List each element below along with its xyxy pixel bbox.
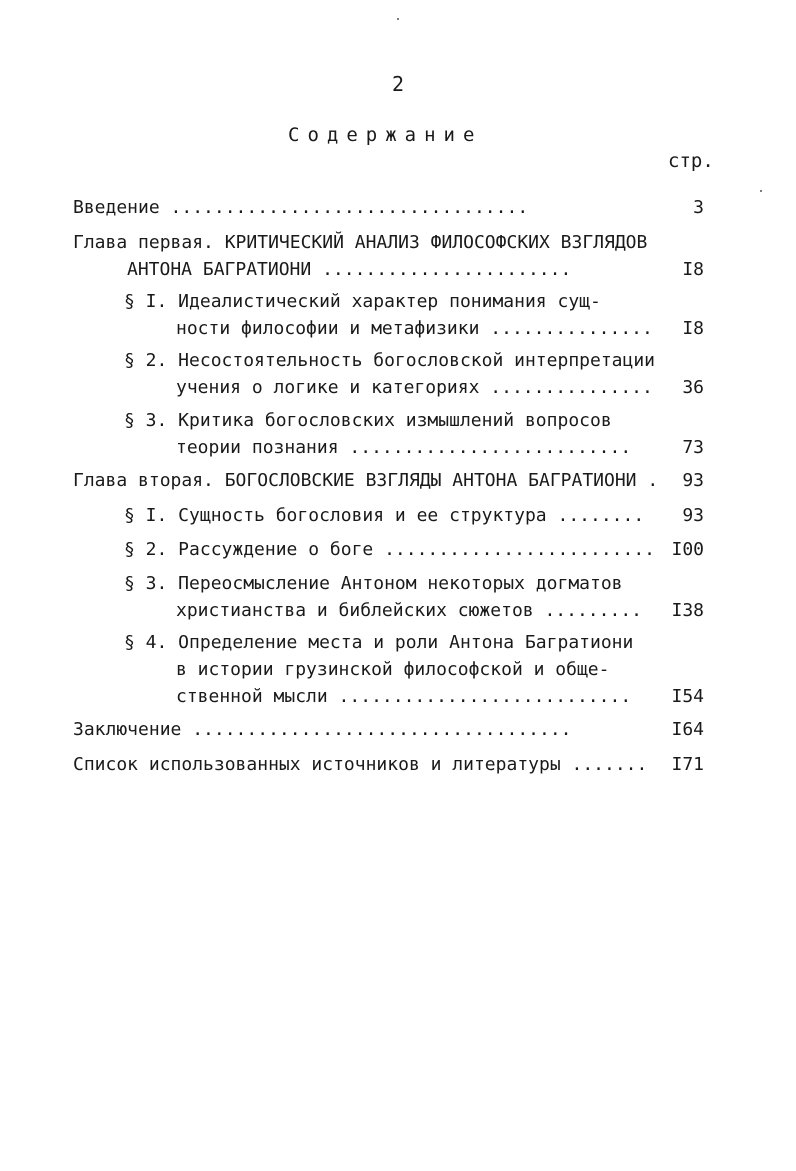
toc-entry-page: I71 xyxy=(671,754,704,775)
page-column-label: стр. xyxy=(668,150,714,172)
toc-entry-text: Заключение ................................... xyxy=(73,719,572,740)
toc-entry-text: Список использованных источников и литературы ....... xyxy=(73,754,648,775)
toc-entry-page: 36 xyxy=(682,377,704,398)
toc-entry-text: Глава первая. КРИТИЧЕСКИЙ АНАЛИЗ ФИЛОСОФСКИХ ВЗГЛЯДОВ xyxy=(73,232,648,253)
toc-entry-text: АНТОНА БАГРАТИОНИ ....................... xyxy=(127,259,572,280)
toc-entry-page: I64 xyxy=(671,719,704,740)
toc-entry-text: § I. Идеалистический характер понимания сущ- xyxy=(124,291,601,312)
toc-entry-text: в истории грузинской философской и обще- xyxy=(176,659,610,680)
toc-entry-text: ственной мысли ........................... xyxy=(176,686,632,707)
toc-entry-page: I54 xyxy=(671,686,704,707)
toc-entry-text: ности философии и метафизики ............... xyxy=(176,318,653,339)
toc-entry-page: I38 xyxy=(671,600,704,621)
page-title: Содержание xyxy=(288,124,483,146)
toc-entry-page: I8 xyxy=(682,318,704,339)
toc-entry-text: Глава вторая. БОГОСЛОВСКИЕ ВЗГЛЯДЫ АНТОНА БАГРАТИОНИ . xyxy=(73,470,659,491)
toc-entry-page: I00 xyxy=(671,539,704,560)
toc-entry-text: § 3. Переосмысление Антоном некоторых догматов xyxy=(124,573,623,594)
toc-entry-page: 73 xyxy=(682,437,704,458)
toc-entry-text: § 2. Несостоятельность богословской интерпретации xyxy=(124,350,656,371)
toc-entry-text: § 3. Критика богословских измышлений вопросов xyxy=(124,410,612,431)
toc-entry-text: христианства и библейских сюжетов ......... xyxy=(176,600,642,621)
toc-entry-page: 93 xyxy=(682,470,704,491)
page-number: 2 xyxy=(391,72,405,96)
toc-entry-text: Введение ................................. xyxy=(73,197,529,218)
scan-speck xyxy=(397,18,399,20)
scan-speck xyxy=(760,190,762,192)
toc-entry-page: 93 xyxy=(682,505,704,526)
toc-entry-page: I8 xyxy=(682,259,704,280)
toc-entry-text: § 4. Определение места и роли Антона Багратиони xyxy=(124,632,634,653)
toc-entry-text: учения о логике и категориях ............... xyxy=(176,377,653,398)
toc-entry-text: § I. Сущность богословия и ее структура ........ xyxy=(124,505,645,526)
toc-entry-text: § 2. Рассуждение о боге ......................... xyxy=(124,539,656,560)
toc-entry-text: теории познания .......................... xyxy=(176,437,632,458)
toc-entry-page: 3 xyxy=(693,197,704,218)
